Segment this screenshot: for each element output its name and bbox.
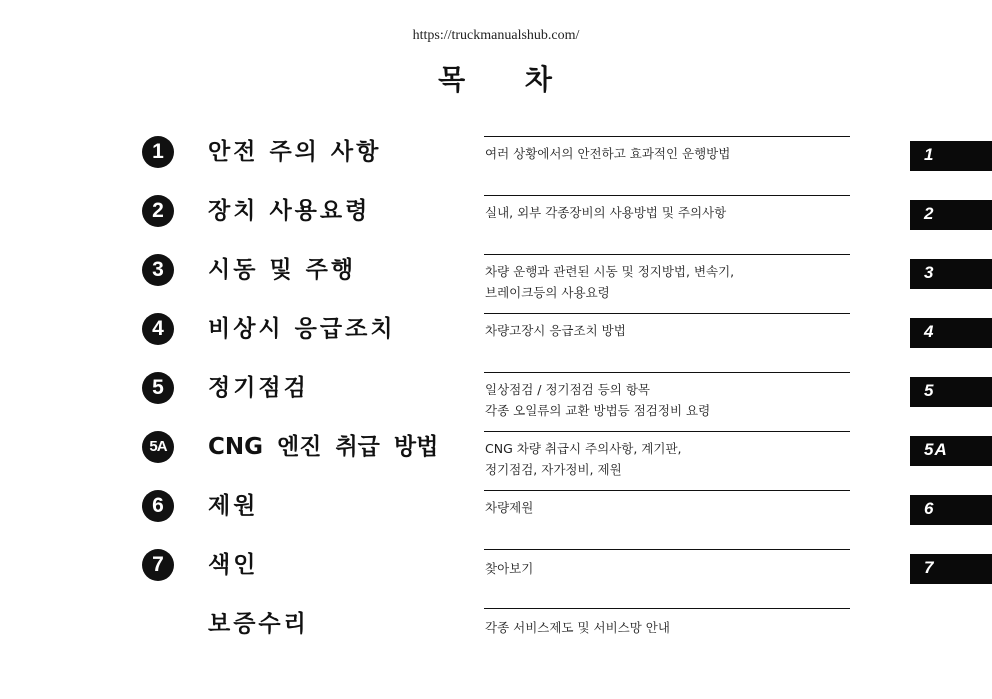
section-heading[interactable]: 안전 주의 사항: [208, 139, 382, 165]
divider-line: [484, 431, 850, 432]
number-badge-5a: 5A: [142, 431, 174, 463]
toc-row-safety[interactable]: [0, 136, 992, 194]
section-description: 찾아보기: [485, 561, 534, 576]
section-heading[interactable]: 장치 사용요령: [208, 198, 371, 224]
chapter-tab-3[interactable]: 3: [910, 259, 992, 289]
section-heading[interactable]: 색인: [208, 552, 259, 578]
section-description: 일상점검 / 정기점검 등의 항목 각종 오일류의 교환 방법등 점검정비 요령: [485, 382, 711, 418]
section-description: 차량 운행과 관련된 시동 및 정지방법, 변속기, 브레이크등의 사용요령: [485, 264, 735, 300]
section-description: CNG 차량 취급시 주의사항, 계기판, 정기점검, 자가정비, 제원: [485, 441, 682, 477]
number-badge-1: 1: [142, 136, 174, 168]
section-description: 각종 서비스제도 및 서비스망 안내: [485, 620, 670, 635]
chapter-tab-6[interactable]: 6: [910, 495, 992, 525]
number-badge-7: 7: [142, 549, 174, 581]
toc-row-driving[interactable]: [0, 254, 992, 312]
toc-row-specifications[interactable]: [0, 490, 992, 548]
toc-row-index[interactable]: [0, 549, 992, 607]
divider-line: [484, 549, 850, 550]
section-description: 여러 상황에서의 안전하고 효과적인 운행방법: [485, 146, 731, 161]
url-text[interactable]: https://truckmanualshub.com/: [412, 28, 580, 43]
chapter-tab-5[interactable]: 5: [910, 377, 992, 407]
section-heading[interactable]: CNG 엔진 취급 방법: [208, 434, 439, 460]
section-heading[interactable]: 정기점검: [208, 375, 309, 401]
section-heading[interactable]: 비상시 응급조치: [208, 316, 396, 342]
chapter-tab-1[interactable]: 1: [910, 141, 992, 171]
number-badge-4: 4: [142, 313, 174, 345]
page-title: 목 차: [438, 63, 554, 96]
section-heading[interactable]: 제원: [208, 493, 259, 519]
chapter-tab-2[interactable]: 2: [910, 200, 992, 230]
divider-line: [484, 490, 850, 491]
section-description: 차량고장시 응급조치 방법: [485, 323, 626, 338]
section-heading[interactable]: 보증수리: [208, 611, 309, 637]
section-heading[interactable]: 시동 및 주행: [208, 257, 357, 283]
divider-line: [484, 195, 850, 196]
section-description: 실내, 외부 각종장비의 사용방법 및 주의사항: [485, 205, 727, 220]
toc-row-emergency[interactable]: [0, 313, 992, 371]
divider-line: [484, 313, 850, 314]
chapter-tab-5a[interactable]: 5A: [910, 436, 992, 466]
toc-row-controls[interactable]: [0, 195, 992, 253]
toc-row-maintenance[interactable]: [0, 372, 992, 430]
toc-row-cng-engine[interactable]: [0, 431, 992, 489]
divider-line: [484, 254, 850, 255]
section-description: 차량제원: [485, 500, 534, 515]
chapter-tab-7[interactable]: 7: [910, 554, 992, 584]
number-badge-6: 6: [142, 490, 174, 522]
chapter-tab-4[interactable]: 4: [910, 318, 992, 348]
divider-line: [484, 136, 850, 137]
divider-line: [484, 608, 850, 609]
divider-line: [484, 372, 850, 373]
toc-row-warranty[interactable]: [0, 608, 992, 666]
number-badge-3: 3: [142, 254, 174, 286]
number-badge-5: 5: [142, 372, 174, 404]
number-badge-2: 2: [142, 195, 174, 227]
